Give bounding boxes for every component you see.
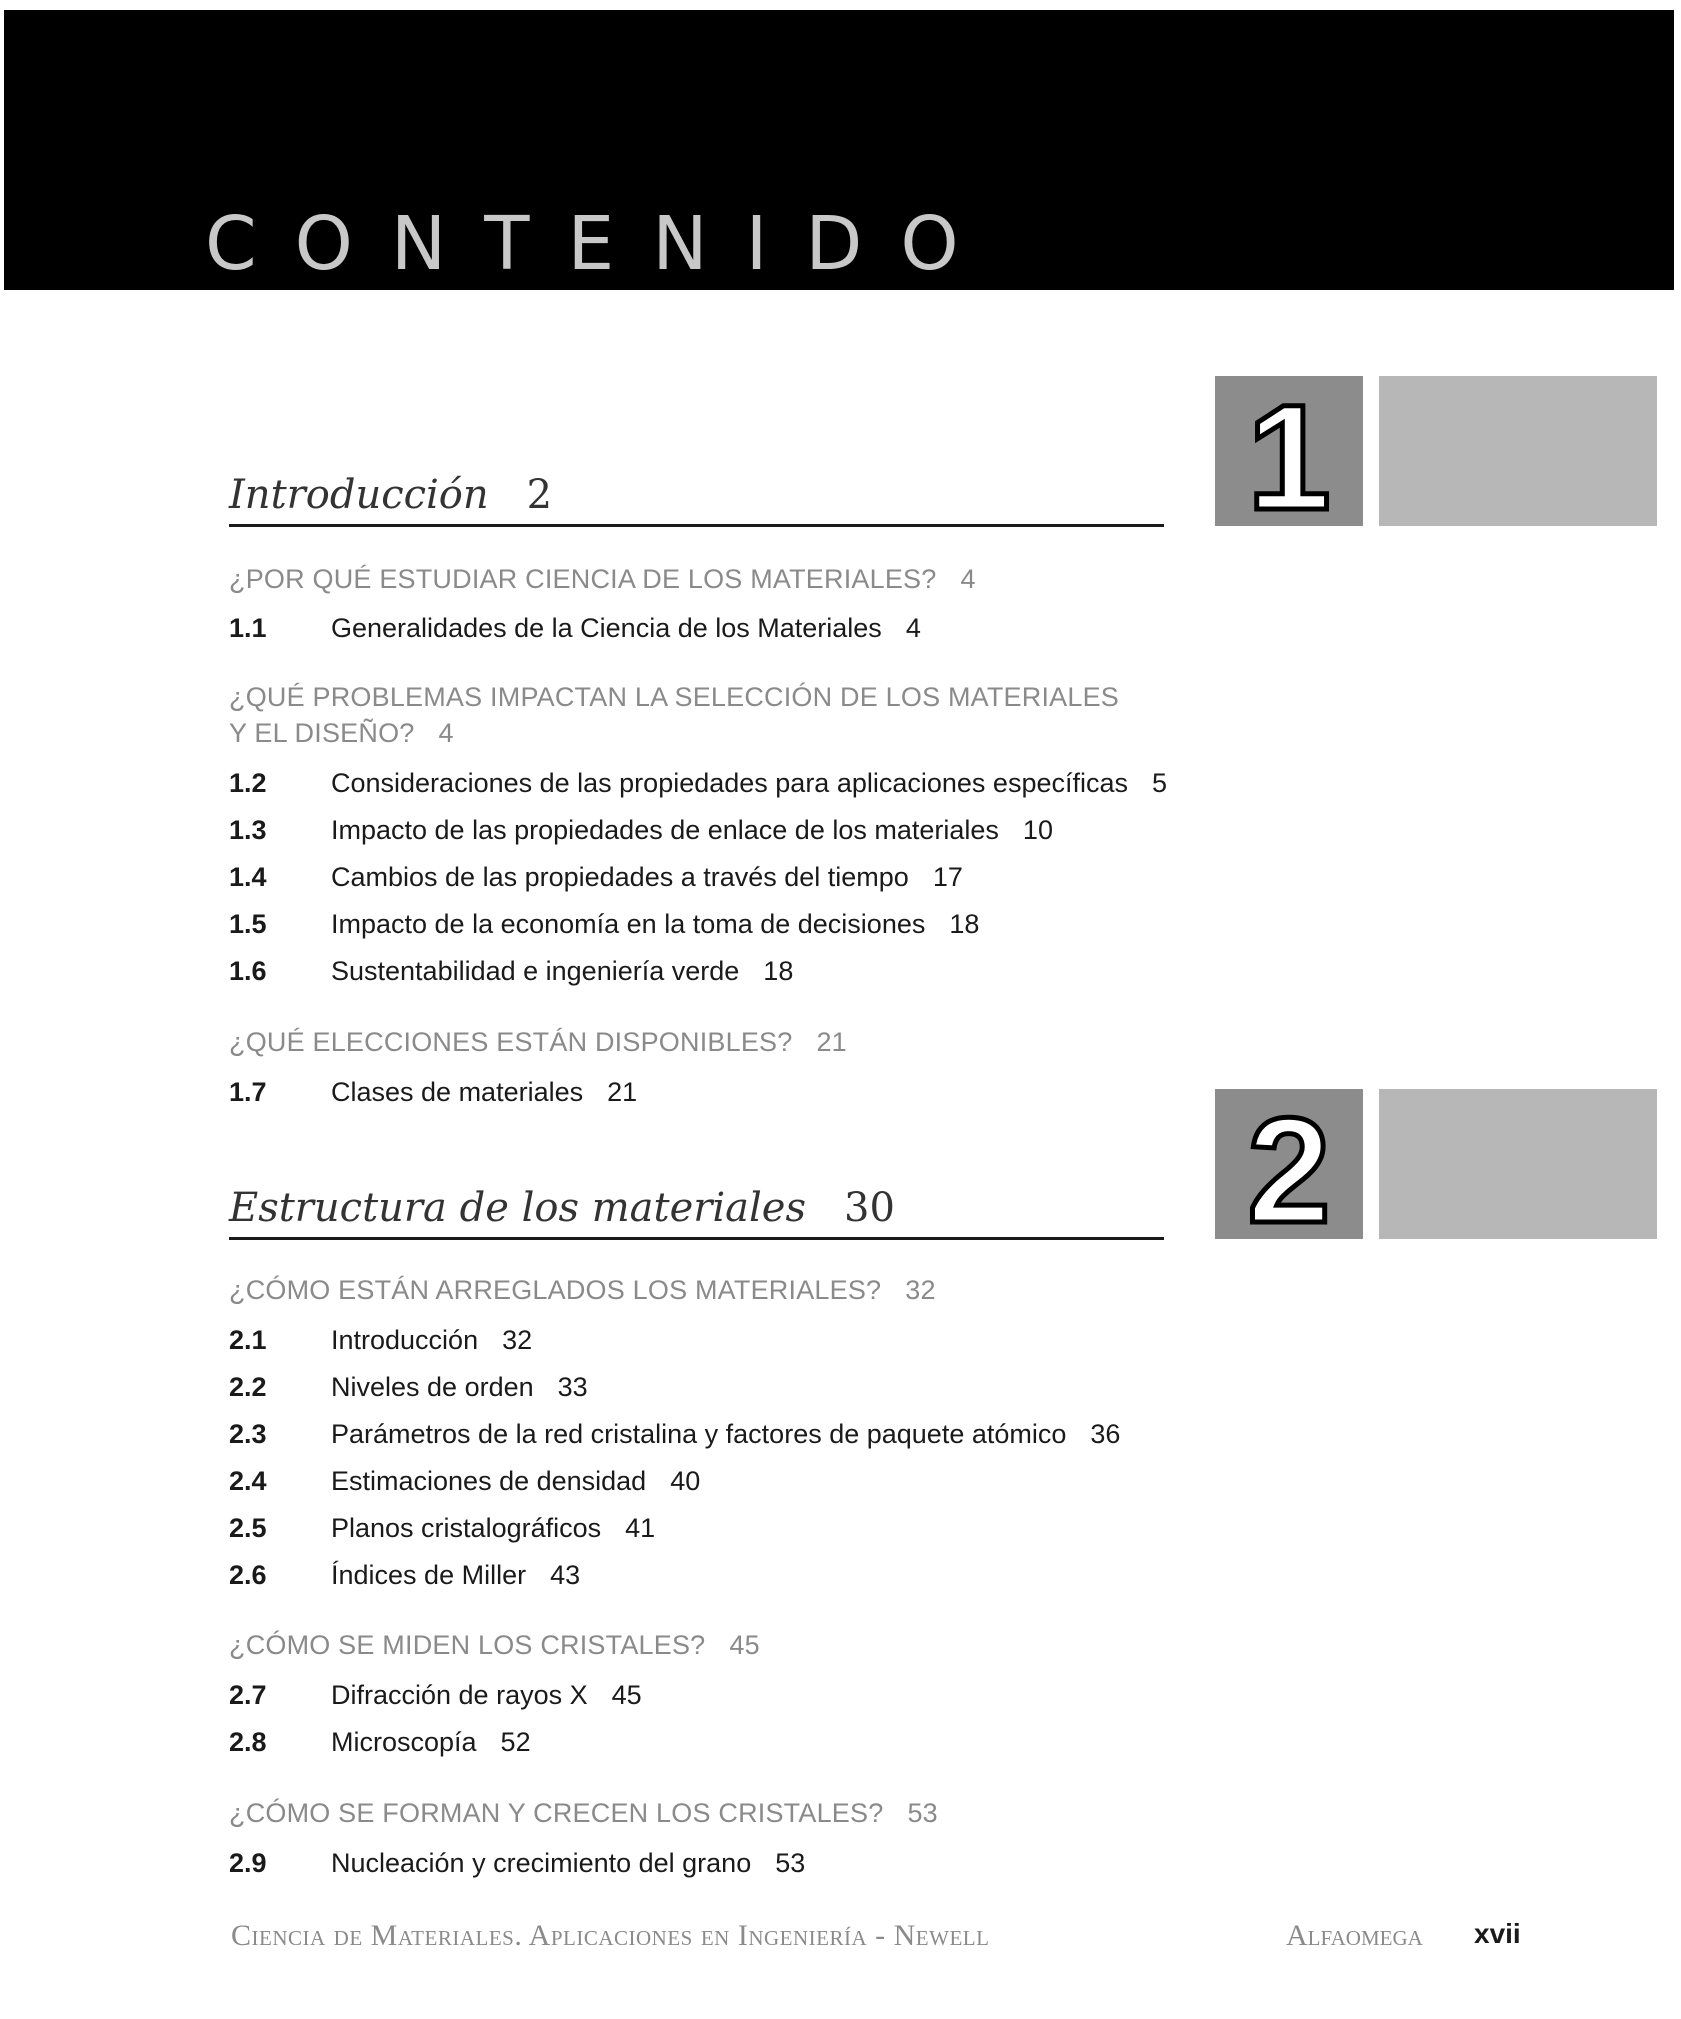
entry-title: Cambios de las propiedades a través del tiempo	[331, 862, 909, 892]
entry-number: 2.7	[229, 1680, 267, 1710]
entry-title: Difracción de rayos X	[331, 1680, 588, 1710]
chapter-number-2	[1215, 1089, 1363, 1239]
page-title: CONTENIDO	[205, 201, 997, 287]
entry-title: Estimaciones de densidad	[331, 1466, 647, 1496]
entry-number: 2.5	[229, 1513, 267, 1543]
section-heading[interactable]: ¿POR QUÉ ESTUDIAR CIENCIA DE LOS MATERIALES? 4	[229, 564, 976, 594]
entry-number: 1.6	[229, 956, 267, 986]
chapter-title: Estructura de los materiales	[229, 1185, 806, 1231]
entry-title: Parámetros de la red cristalina y factores de paquete atómico	[331, 1419, 1067, 1449]
section-heading[interactable]: ¿QUÉ ELECCIONES ESTÁN DISPONIBLES? 21	[229, 1027, 847, 1057]
entry-page: 18	[763, 956, 794, 986]
entry-page: 4	[905, 613, 921, 643]
entry-title: Consideraciones de las propiedades para aplicaciones específicas	[331, 768, 1128, 798]
entry-number: 1.1	[229, 613, 267, 643]
svg-text:2: 2	[1247, 1089, 1331, 1239]
chapter-number-1	[1215, 376, 1363, 526]
chapter-page: 30	[844, 1185, 895, 1231]
chapter-tab-1	[1379, 376, 1657, 526]
entry-number: 2.3	[229, 1419, 267, 1449]
entry-title: Nucleación y crecimiento del grano	[331, 1848, 752, 1878]
chapter-number-box-1	[1215, 376, 1363, 526]
entry-number: 1.2	[229, 768, 267, 798]
entry-number: 2.2	[229, 1372, 267, 1402]
entry-title: Impacto de la economía en la toma de decisiones	[331, 909, 926, 939]
entry-page: 43	[550, 1560, 581, 1590]
entry-number: 2.4	[229, 1466, 267, 1496]
chapter-number-box-2	[1215, 1089, 1363, 1239]
entry-title: Microscopía	[331, 1727, 477, 1757]
svg-text:1: 1	[1247, 376, 1331, 526]
section-heading[interactable]: ¿CÓMO SE MIDEN LOS CRISTALES? 45	[229, 1630, 760, 1660]
entry-page: 10	[1022, 815, 1053, 845]
entry-title: Índices de Miller	[331, 1560, 527, 1590]
chapter-heading-2[interactable]	[229, 1173, 1164, 1240]
chapter-page: 2	[526, 472, 553, 518]
entry-title: Impacto de las propiedades de enlace de los materiales	[331, 815, 999, 845]
entry-number: 1.3	[229, 815, 267, 845]
entry-page: 40	[670, 1466, 701, 1496]
footer-publisher: Alfaomega	[1286, 1919, 1423, 1952]
entry-number: 1.7	[229, 1077, 267, 1107]
section-heading[interactable]: ¿CÓMO ESTÁN ARREGLADOS LOS MATERIALES? 32	[229, 1275, 936, 1305]
entry-page: 36	[1090, 1419, 1121, 1449]
section-heading[interactable]: ¿CÓMO SE FORMAN Y CRECEN LOS CRISTALES? 53	[229, 1798, 938, 1828]
entry-page: 53	[775, 1848, 806, 1878]
entry-number: 2.6	[229, 1560, 267, 1590]
chapter-heading-1[interactable]	[229, 460, 1164, 527]
entry-title: Generalidades de la Ciencia de los Materiales	[331, 613, 882, 643]
entry-page: 45	[611, 1680, 642, 1710]
entry-page: 17	[932, 862, 963, 892]
section-heading[interactable]: ¿QUÉ PROBLEMAS IMPACTAN LA SELECCIÓN DE LOS MATERIALES Y EL DISEÑO? 4	[229, 682, 1120, 748]
entry-title: Niveles de orden	[331, 1372, 534, 1402]
chapter-title: Introducción	[229, 472, 489, 518]
entry-number: 2.9	[229, 1848, 267, 1878]
entry-page: 33	[557, 1372, 588, 1402]
entry-page: 41	[625, 1513, 656, 1543]
entry-number: 2.8	[229, 1727, 267, 1757]
entry-number: 1.5	[229, 909, 267, 939]
entry-page: 18	[949, 909, 980, 939]
footer-book-title: Ciencia de Materiales. Aplicaciones en Ingeniería - Newell	[231, 1919, 990, 1952]
entry-page: 32	[502, 1325, 533, 1355]
entry-page: 5	[1152, 768, 1168, 798]
entry-title: Clases de materiales	[331, 1077, 584, 1107]
entry-number: 2.1	[229, 1325, 267, 1355]
chapter-tab-2	[1379, 1089, 1657, 1239]
entry-title: Introducción	[331, 1325, 479, 1355]
entry-title: Sustentabilidad e ingeniería verde	[331, 956, 740, 986]
entry-page: 52	[500, 1727, 531, 1757]
entry-page: 21	[607, 1077, 638, 1107]
entry-number: 1.4	[229, 862, 267, 892]
entry-title: Planos cristalográficos	[331, 1513, 602, 1543]
page-number: xvii	[1474, 1918, 1521, 1949]
